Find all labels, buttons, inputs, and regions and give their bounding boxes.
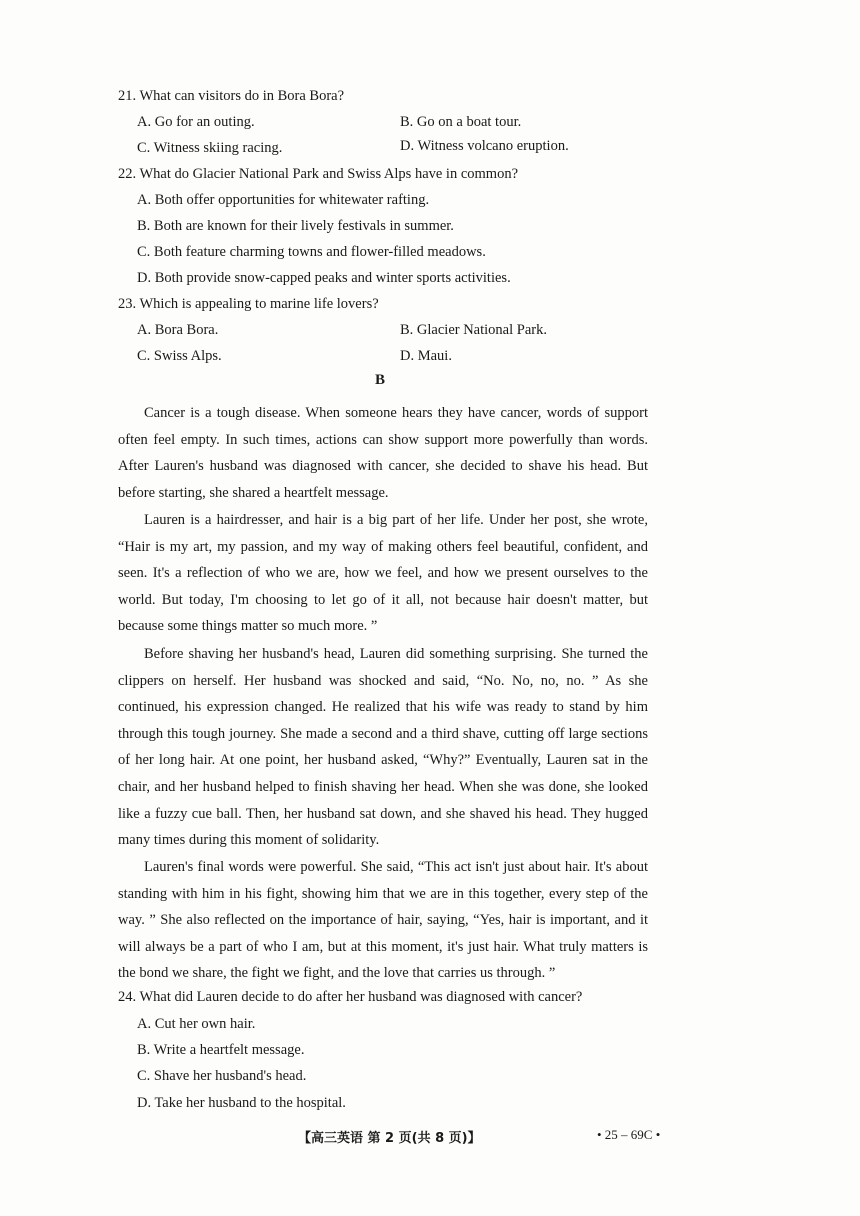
question-22: 22. What do Glacier National Park and Swiss Alps have in common?: [118, 166, 519, 182]
q23-option-a: A. Bora Bora.: [137, 322, 219, 338]
q21-option-a: A. Go for an outing.: [137, 114, 255, 130]
q21-option-c: C. Witness skiing racing.: [137, 140, 283, 156]
passage-paragraph-3: Before shaving her husband's head, Lauren did something surprising. She turned the clippers on herself. Her husband was shocked and said, “No. No, no, no. ” As she continued, his expression changed. He realized that his wife was ready to stand by him through this tough journey. She made a second and a third shave, cutting off large sections of her long hair. At one point, her husband asked, “Why?” Eventually, Lauren sat in the chair, and her husband helped to finish shaving her head. When she was done, she looked like a fuzzy cue ball. Then, her husband sat down, and she shaved his head. They hugged many times during this moment of solidarity.: [118, 646, 648, 849]
q22-option-b: B. Both are known for their lively festivals in summer.: [137, 218, 454, 234]
q24-option-b: B. Write a heartfelt message.: [137, 1042, 305, 1058]
passage-paragraph-4: Lauren's final words were powerful. She said, “This act isn't just about hair. It's about standing with him in his fight, showing him that we are in this together, every step of the way. ” She also reflected on the importance of hair, saying, “Yes, hair is important, and it will always be a part of who I am, but at this moment, it's just hair. What truly matters is the bond we share, the fight we fight, and the love that carries us through. ”: [118, 859, 648, 982]
q22-option-c: C. Both feature charming towns and flower-filled meadows.: [137, 244, 486, 260]
q23-option-b: B. Glacier National Park.: [400, 322, 547, 338]
q21-option-b: B. Go on a boat tour.: [400, 114, 522, 130]
passage-paragraph-2: Lauren is a hairdresser, and hair is a big part of her life. Under her post, she wrote, “Hair is my art, my passion, and my way of making others feel beautiful, confident, and seen. It's a reflection of who we are, how we feel, and how we present ourselves to the world. But today, I'm choosing to let go of it all, not because hair doesn't matter, but because some things matter so much more. ”: [118, 512, 648, 635]
q23-option-d: D. Maui.: [400, 348, 452, 364]
q24-option-d: D. Take her husband to the hospital.: [137, 1095, 346, 1111]
q24-option-c: C. Shave her husband's head.: [137, 1068, 307, 1084]
q22-option-d: D. Both provide snow-capped peaks and winter sports activities.: [137, 270, 511, 286]
footer-code: • 25 – 69C •: [597, 1127, 661, 1142]
question-24: 24. What did Lauren decide to do after her husband was diagnosed with cancer?: [118, 989, 583, 1005]
question-23: 23. Which is appealing to marine life lovers?: [118, 296, 379, 312]
q24-option-a: A. Cut her own hair.: [137, 1016, 256, 1032]
q21-option-d: D. Witness volcano eruption.: [400, 138, 569, 154]
q22-option-a: A. Both offer opportunities for whitewater rafting.: [137, 192, 430, 208]
q23-option-c: C. Swiss Alps.: [137, 348, 222, 364]
footer-page-label: 【高三英语 第 2 页(共 8 页)】: [298, 1131, 481, 1146]
passage-paragraph-1: Cancer is a tough disease. When someone hears they have cancer, words of support often feel empty. In such times, actions can show support more powerfully than words. After Lauren's husband was diagnosed with cancer, she decided to shave his head. But before starting, she shared a heartfelt message.: [118, 405, 648, 501]
question-21: 21. What can visitors do in Bora Bora?: [118, 88, 345, 104]
section-heading-b: B: [374, 372, 385, 388]
